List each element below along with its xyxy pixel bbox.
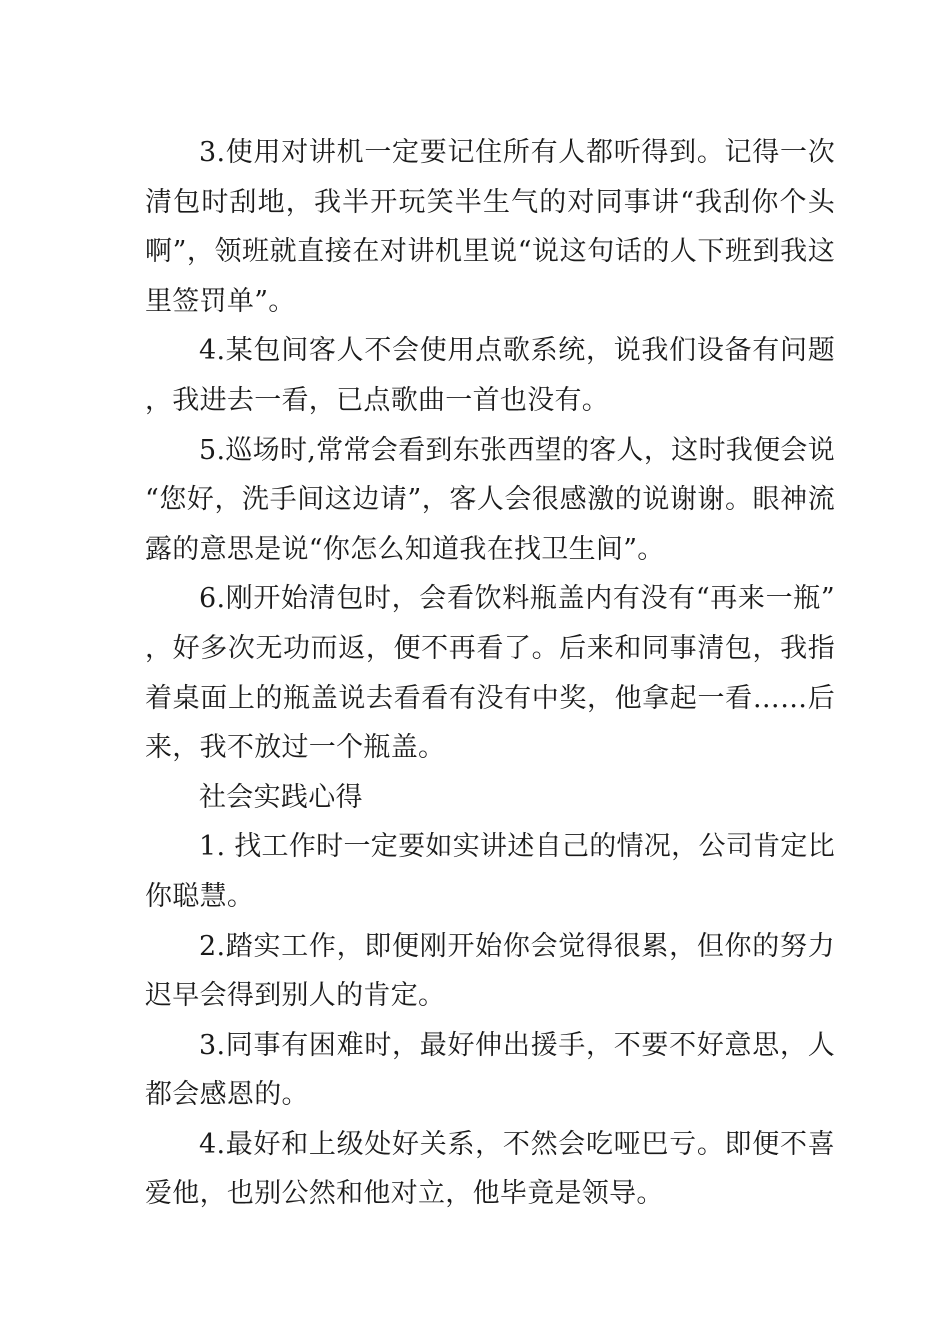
paragraph-tip-4: 4.最好和上级处好关系，不然会吃哑巴亏。即便不喜爱他，也别公然和他对立，他毕竟是领导。 <box>145 1128 835 1210</box>
paragraph-tip-3: 3.同事有困难时，最好伸出援手，不要不好意思，人都会感恩的。 <box>145 1029 835 1111</box>
paragraph-song-system: 4.某包间客人不会使用点歌系统，说我们设备有问题，我进去一看，已点歌曲一首也没有。 <box>145 335 835 416</box>
paragraph-tip-2: 2.踏实工作，即便刚开始你会觉得很累，但你的努力迟早会得到别人的肯定。 <box>145 930 835 1012</box>
section-heading: 社会实践心得 <box>199 781 363 813</box>
paragraph-tip-1: 1. 找工作时一定要如实讲述自己的情况，公司肯定比你聪慧。 <box>145 831 835 912</box>
paragraph-walkie-talkie: 3.使用对讲机一定要记住所有人都听得到。记得一次清包时刮地，我半开玩笑半生气的对同事讲“我刮你个头啊”，领班就直接在对讲机里说“说这句话的人下班到我这里签罚单”。 <box>145 137 835 317</box>
paragraph-patrol: 5.巡场时,常常会看到东张西望的客人，这时我便会说“您好，洗手间这边请”，客人会很感激的说谢谢。眼神流露的意思是说“你怎么知道我在找卫生间”。 <box>145 434 835 565</box>
paragraph-bottle-caps: 6.刚开始清包时，会看饮料瓶盖内有没有“再来一瓶”，好多次无功而返，便不再看了。后来和同事清包，我指着桌面上的瓶盖说去看看有没有中奖，他拿起一看……后来，我不放过一个瓶盖。 <box>145 583 835 764</box>
document-body <box>145 128 835 1219</box>
